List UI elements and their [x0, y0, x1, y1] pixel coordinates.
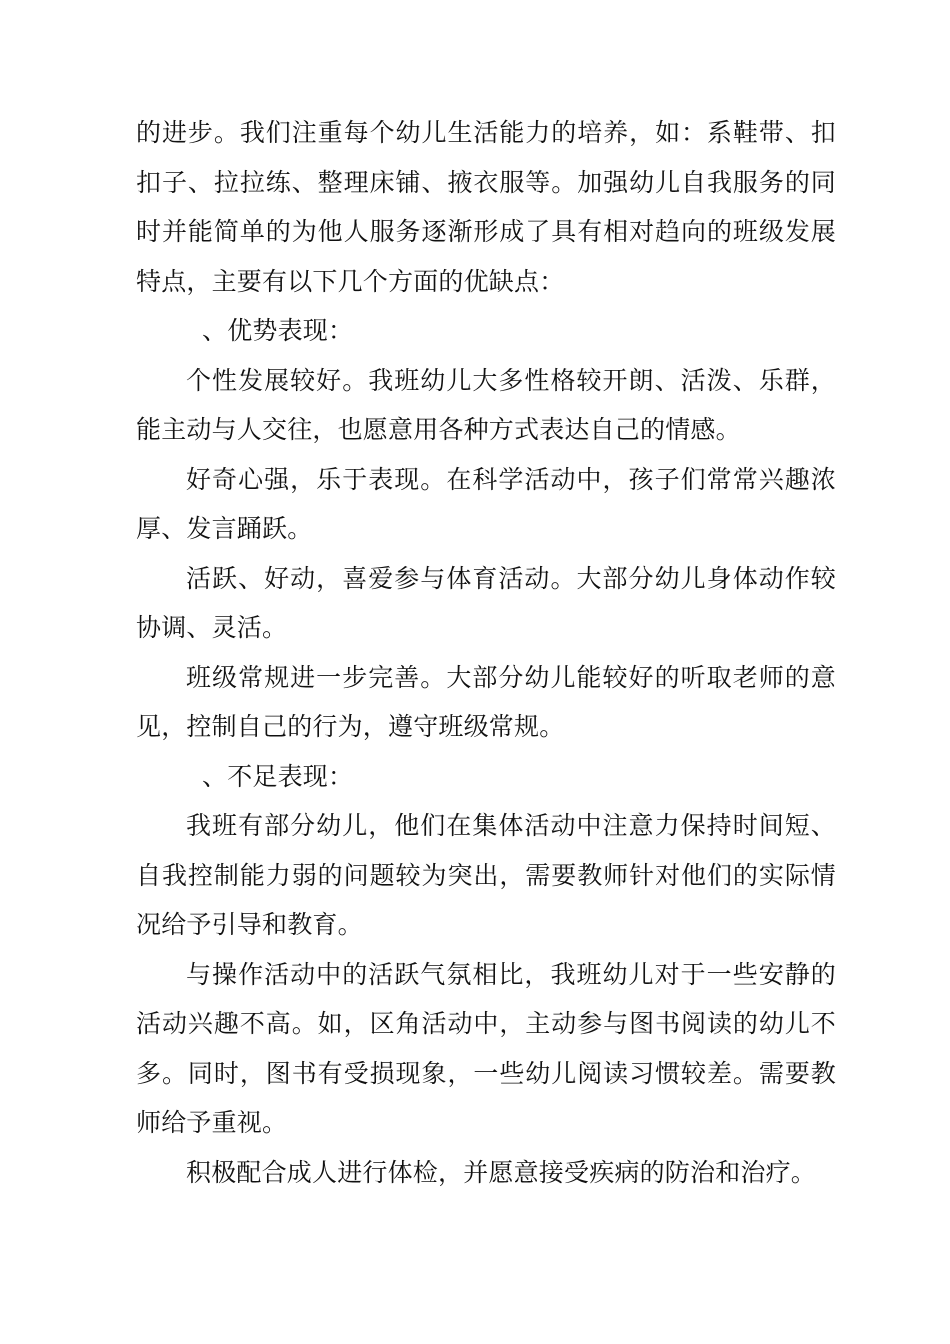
paragraph-personality: 个性发展较好。我班幼儿大多性格较开朗、活泼、乐群，能主动与人交往，也愿意用各种方式表达自己的情感。 [136, 365, 836, 444]
document-body [136, 108, 836, 1197]
paragraph-health-check: 积极配合成人进行体检，并愿意接受疾病的防治和治疗。 [186, 1157, 817, 1187]
section-heading-strengths: 、优势表现： [202, 316, 354, 345]
paragraph-curiosity: 好奇心强，乐于表现。在科学活动中，孩子们常常兴趣浓厚、发言踊跃。 [136, 464, 836, 543]
paragraph-sports: 活跃、好动，喜爱参与体育活动。大部分幼儿身体动作较协调、灵活。 [136, 563, 836, 642]
section-heading-weaknesses: 、不足表现： [202, 761, 354, 791]
paragraph-attention: 我班有部分幼儿，他们在集体活动中注意力保持时间短、自我控制能力弱的问题较为突出，需要教师针对他们的实际情况给予引导和教育。 [136, 811, 836, 939]
paragraph-intro-continuation: 的进步。我们注重每个幼儿生活能力的培养，如：系鞋带、扣扣子、拉拉练、整理床铺、掖衣服等。加强幼儿自我服务的同时并能简单的为他人服务逐渐形成了具有相对趋向的班级发展特点，主要有以下几个方面的优缺点： [136, 118, 836, 296]
paragraph-class-rules: 班级常规进一步完善。大部分幼儿能较好的听取老师的意见，控制自己的行为，遵守班级常规。 [136, 662, 836, 741]
paragraph-quiet-activities: 与操作活动中的活跃气氛相比，我班幼儿对于一些安静的活动兴趣不高。如，区角活动中，主动参与图书阅读的幼儿不多。同时，图书有受损现象，一些幼儿阅读习惯较差。需要教师给予重视。 [136, 959, 836, 1137]
